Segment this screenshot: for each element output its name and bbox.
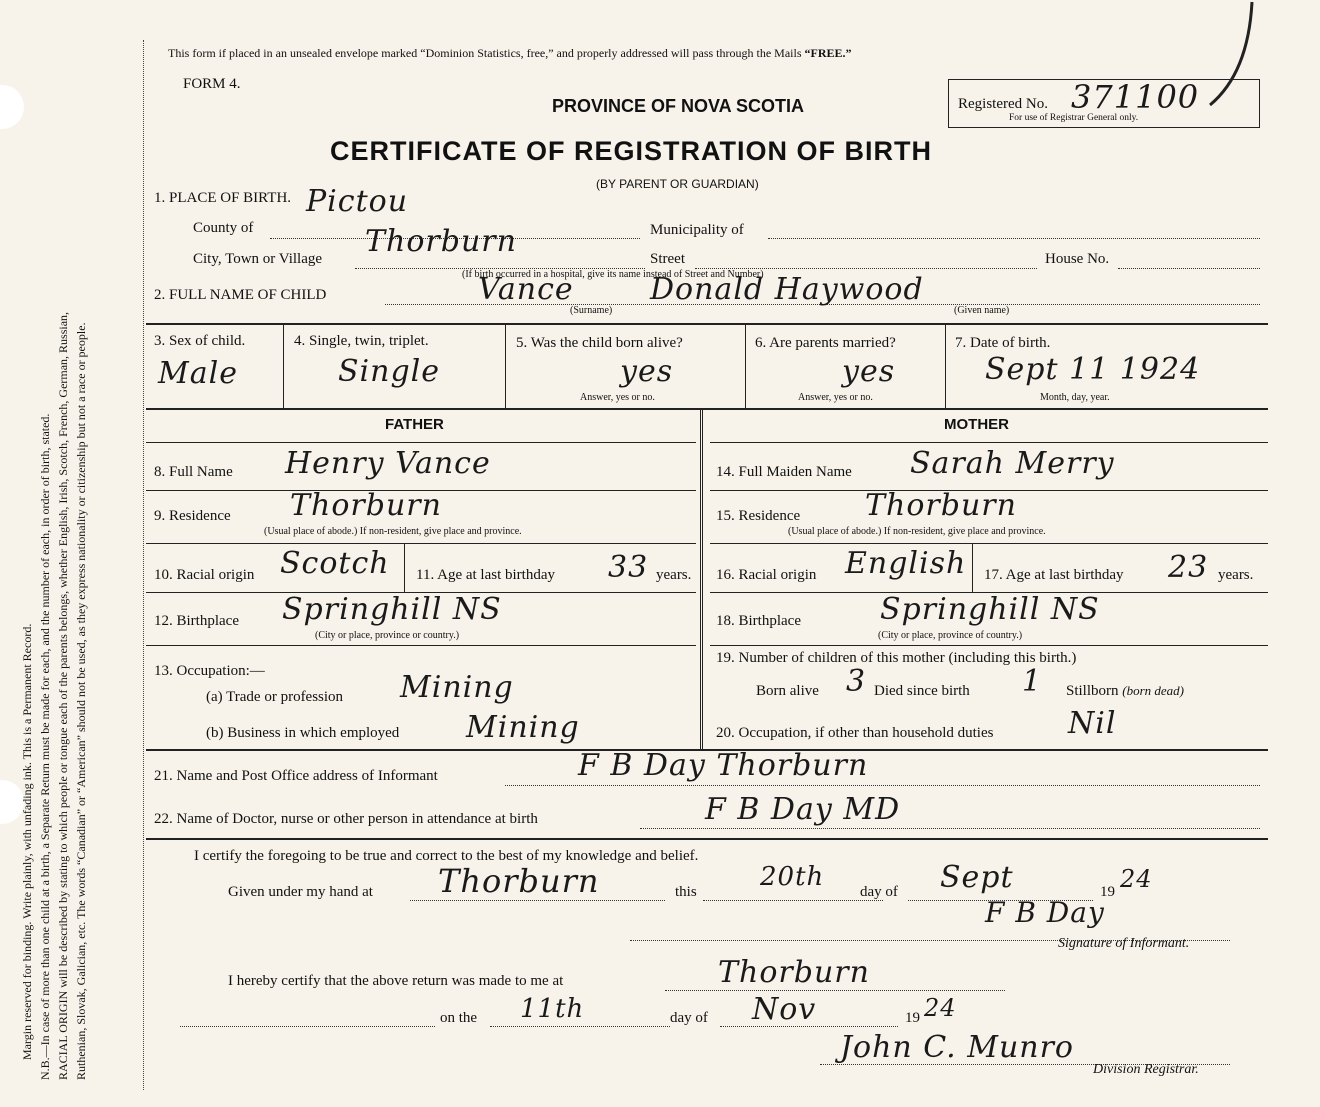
mother-birthplace-note: (City or place, province of country.) xyxy=(878,630,1023,641)
mother-heading: MOTHER xyxy=(944,416,1009,433)
born-alive-note: Answer, yes or no. xyxy=(580,392,655,403)
registrar-note: For use of Registrar General only. xyxy=(1009,113,1139,123)
children-count-label: 19. Number of children of this mother (including this birth.) xyxy=(716,650,1077,666)
child-given-name-value: Donald Haywood xyxy=(650,272,924,307)
registered-number: 371100 xyxy=(1071,78,1200,116)
certification-statement: I certify the foregoing to be true and correct to the best of my knowledge and belief. xyxy=(194,848,699,864)
surname-note: (Surname) xyxy=(570,305,613,316)
father-racial-label: 10. Racial origin xyxy=(154,567,255,583)
registered-label: Registered No. xyxy=(958,96,1048,112)
mother-racial-label: 16. Racial origin xyxy=(716,567,817,583)
father-racial-value: Scotch xyxy=(280,546,390,581)
margin-notes xyxy=(18,40,148,1080)
plurality-label: 4. Single, twin, triplet. xyxy=(294,333,429,349)
certification-day-value: 20th xyxy=(760,862,825,892)
margin-note-line: Ruthenian, Slovak, Galician, etc. The words “Canadian” or “American” should not be used, as they express nationality or citizenship but not a race or people. xyxy=(74,322,88,1080)
certification-month-value: Sept xyxy=(940,860,1014,895)
married-label: 6. Are parents married? xyxy=(755,335,896,351)
mother-age-value: 23 xyxy=(1168,550,1209,585)
city-value: Thorburn xyxy=(365,224,517,259)
died-count-value: 1 xyxy=(1022,664,1043,699)
registrar-signature-label: Division Registrar. xyxy=(1093,1062,1199,1077)
mother-birthplace-label: 18. Birthplace xyxy=(716,613,801,629)
father-age-unit: years. xyxy=(656,567,692,583)
doctor-label: 22. Name of Doctor, nurse or other person in attendance at birth xyxy=(154,811,538,827)
mother-name-value: Sarah Merry xyxy=(910,446,1115,481)
mother-residence-value: Thorburn xyxy=(865,488,1017,523)
father-business-label: (b) Business in which employed xyxy=(206,725,400,741)
stillborn-label: Stillborn (born dead) xyxy=(1066,683,1185,699)
registrar-day-value: 11th xyxy=(520,994,585,1024)
sex-value: Male xyxy=(158,356,238,391)
certification-day-of-label: day of xyxy=(860,884,898,900)
municipality-label: Municipality of xyxy=(650,222,744,238)
registrar-statement: I hereby certify that the above return was made to me at xyxy=(228,973,564,989)
mother-residence-note: (Usual place of abode.) If non-resident, give place and province. xyxy=(788,526,1046,537)
certificate-subtitle: (BY PARENT OR GUARDIAN) xyxy=(596,177,759,191)
mail-notice: This form if placed in an unsealed envelope marked “Dominion Statistics, free,” and properly addressed will pass through the Mails “FREE.” xyxy=(168,46,852,60)
father-birthplace-note: (City or place, province or country.) xyxy=(315,630,460,641)
father-name-value: Henry Vance xyxy=(285,446,491,481)
registrar-signature: John C. Munro xyxy=(840,1030,1074,1065)
father-business-value: Mining xyxy=(466,710,580,745)
mother-birthplace-value: Springhill NS xyxy=(880,592,1100,627)
dob-label: 7. Date of birth. xyxy=(955,335,1051,351)
given-name-note: (Given name) xyxy=(954,305,1010,316)
hospital-note: (If birth occurred in a hospital, give its name instead of Street and Number) xyxy=(462,269,764,280)
margin-note-line: RACIAL ORIGIN will be described by stating to which people or tongue each of the parents belongs, whether English, Irish, Scotch, French, German, Russian, xyxy=(56,311,70,1080)
father-trade-label: (a) Trade or profession xyxy=(206,689,344,705)
father-occupation-label: 13. Occupation:— xyxy=(154,663,265,679)
child-name-label: 2. FULL NAME OF CHILD xyxy=(154,287,327,303)
registrar-day-of-label: day of xyxy=(670,1010,708,1026)
county-value: Pictou xyxy=(306,184,409,219)
form-number: FORM 4. xyxy=(183,76,241,92)
registrar-on-the-label: on the xyxy=(440,1010,478,1026)
father-trade-value: Mining xyxy=(400,670,514,705)
province-heading: PROVINCE OF NOVA SCOTIA xyxy=(552,96,805,116)
married-note: Answer, yes or no. xyxy=(798,392,873,403)
mother-age-label: 17. Age at last birthday xyxy=(984,567,1124,583)
given-at-label: Given under my hand at xyxy=(228,884,373,900)
father-residence-value: Thorburn xyxy=(290,488,442,523)
mother-racial-value: English xyxy=(845,546,967,581)
dob-note: Month, day, year. xyxy=(1040,392,1110,403)
mother-name-label: 14. Full Maiden Name xyxy=(716,464,852,480)
informant-signature: F B Day xyxy=(985,896,1105,929)
mother-residence-label: 15. Residence xyxy=(716,508,801,524)
dob-value: Sept 11 1924 xyxy=(985,352,1201,387)
house-number-label: House No. xyxy=(1045,251,1110,267)
father-age-value: 33 xyxy=(608,550,649,585)
place-of-birth-label: 1. PLACE OF BIRTH. xyxy=(154,190,292,206)
registrar-month-value: Nov xyxy=(752,992,817,1027)
this-label: this xyxy=(675,884,697,900)
margin-note-line: N.B.—In case of more than one child at a birth, a Separate Return must be made for each, and the number of each, in order of birth, stated. xyxy=(38,413,52,1080)
plurality-value: Single xyxy=(338,354,441,389)
mother-age-unit: years. xyxy=(1218,567,1254,583)
doctor-value: F B Day MD xyxy=(705,792,901,827)
registrar-year-value: 24 xyxy=(924,994,957,1022)
born-alive-count-value: 3 xyxy=(846,664,867,699)
registrar-year-prefix: 19 xyxy=(905,1010,920,1026)
born-alive-value: yes xyxy=(620,354,674,389)
certificate-title: CERTIFICATE OF REGISTRATION OF BIRTH xyxy=(330,136,932,166)
sex-label: 3. Sex of child. xyxy=(154,333,246,349)
informant-value: F B Day Thorburn xyxy=(578,748,869,783)
father-residence-label: 9. Residence xyxy=(154,508,231,524)
county-label: County of xyxy=(193,220,254,236)
margin-note-line: Margin reserved for binding. Write plainly, with unfading ink. This is a Permanent Record. xyxy=(20,623,34,1060)
born-alive-count-label: Born alive xyxy=(756,683,819,699)
informant-signature-label: Signature of Informant. xyxy=(1058,936,1190,951)
father-name-label: 8. Full Name xyxy=(154,464,233,480)
informant-label: 21. Name and Post Office address of Informant xyxy=(154,768,438,784)
father-age-label: 11. Age at last birthday xyxy=(416,567,555,583)
margin-rule xyxy=(143,40,144,1090)
father-birthplace-value: Springhill NS xyxy=(282,592,502,627)
registrar-place-value: Thorburn xyxy=(718,955,870,990)
father-residence-note: (Usual place of abode.) If non-resident, give place and province. xyxy=(264,526,522,537)
died-count-label: Died since birth xyxy=(874,683,970,699)
city-label: City, Town or Village xyxy=(193,251,323,267)
street-label: Street xyxy=(650,251,685,267)
father-heading: FATHER xyxy=(385,416,444,433)
mother-occupation-label: 20. Occupation, if other than household duties xyxy=(716,725,994,741)
certification-year-value: 24 xyxy=(1120,865,1153,893)
child-surname-value: Vance xyxy=(478,272,574,307)
pen-stroke xyxy=(1200,0,1260,110)
certification-year-prefix: 19 xyxy=(1100,884,1115,900)
married-value: yes xyxy=(842,354,896,389)
given-at-value: Thorburn xyxy=(438,862,600,900)
born-alive-label: 5. Was the child born alive? xyxy=(516,335,683,351)
father-birthplace-label: 12. Birthplace xyxy=(154,613,239,629)
mother-occupation-value: Nil xyxy=(1068,706,1117,741)
